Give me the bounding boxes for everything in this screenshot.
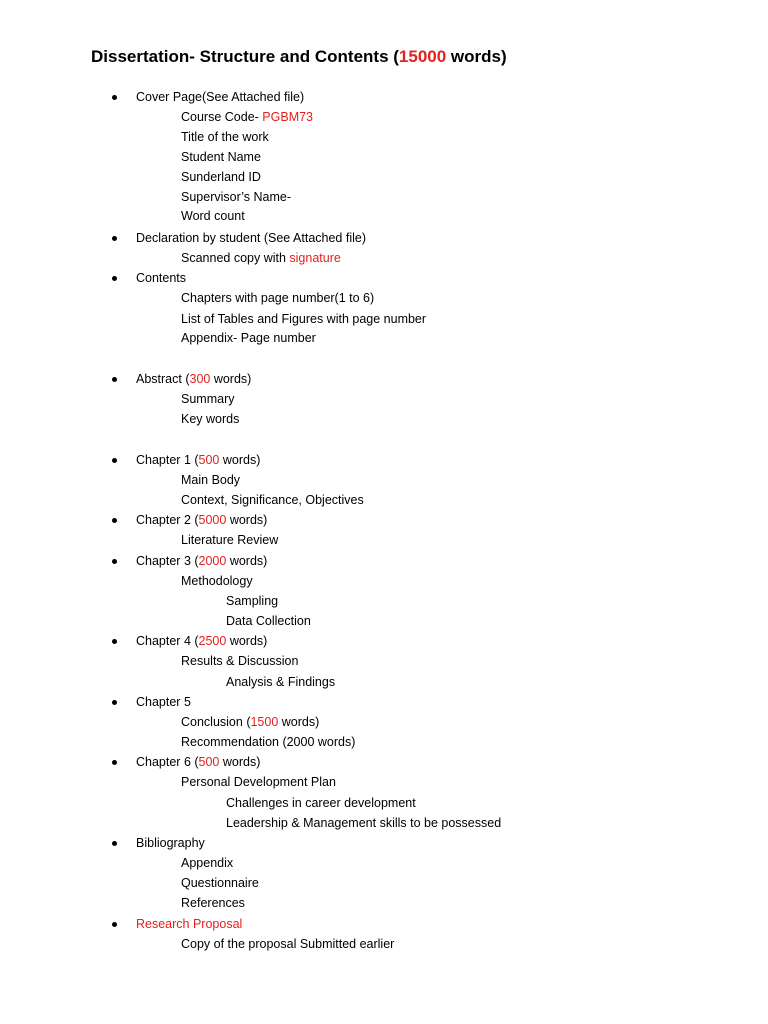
chapter-3-word-count: 2000 — [198, 554, 227, 568]
item-leadership: Leadership & Management skills to be possessed — [226, 816, 502, 830]
chapter-3-suffix: words) — [226, 554, 268, 568]
item-methodology: Methodology — [181, 574, 253, 588]
item-personal-development-plan: Personal Development Plan — [181, 775, 336, 789]
chapter-4-label: Chapter 4 ( — [136, 634, 199, 648]
item-recommendation: Recommendation (2000 words) — [181, 735, 356, 749]
chapter-6-label: Chapter 6 ( — [136, 755, 199, 769]
chapter-1-word-count: 500 — [198, 453, 220, 467]
item-abstract — [136, 371, 251, 387]
item-appendix-page: Appendix- Page number — [181, 331, 316, 345]
chapter-3-label: Chapter 3 ( — [136, 554, 199, 568]
abstract-word-count: 300 — [189, 372, 211, 386]
item-course-code — [181, 109, 313, 125]
item-results-discussion: Results & Discussion — [181, 654, 299, 668]
item-sunderland-id: Sunderland ID — [181, 170, 261, 184]
bullet-icon — [112, 95, 117, 100]
item-student-name: Student Name — [181, 150, 261, 164]
abstract-label: Abstract ( — [136, 372, 190, 386]
title-suffix: words) — [446, 47, 507, 66]
chapter-2-suffix: words) — [226, 513, 268, 527]
chapter-6-suffix: words) — [219, 755, 261, 769]
item-chapter-4 — [136, 633, 267, 649]
course-code-label: Course Code- — [181, 110, 263, 124]
item-cover-page: Cover Page(See Attached file) — [136, 90, 305, 104]
bullet-icon — [112, 639, 117, 644]
item-chapter-5: Chapter 5 — [136, 695, 191, 709]
bullet-icon — [112, 559, 117, 564]
item-conclusion — [181, 714, 319, 730]
chapter-4-suffix: words) — [226, 634, 268, 648]
item-key-words: Key words — [181, 412, 240, 426]
item-analysis-findings: Analysis & Findings — [226, 675, 336, 689]
conclusion-word-count: 1500 — [250, 715, 279, 729]
chapter-2-word-count: 5000 — [198, 513, 227, 527]
item-questionnaire: Questionnaire — [181, 876, 259, 890]
bullet-icon — [112, 276, 117, 281]
title-text: Dissertation- Structure and Contents ( — [91, 47, 399, 66]
item-chapter-1 — [136, 452, 260, 468]
chapter-4-word-count: 2500 — [198, 634, 227, 648]
item-declaration: Declaration by student (See Attached file) — [136, 231, 366, 245]
conclusion-suffix: words) — [278, 715, 320, 729]
item-bibliography: Bibliography — [136, 836, 205, 850]
item-chapters-page: Chapters with page number(1 to 6) — [181, 291, 375, 305]
item-main-body: Main Body — [181, 473, 241, 487]
item-appendix: Appendix — [181, 856, 234, 870]
item-chapter-3 — [136, 553, 267, 569]
item-contents: Contents — [136, 271, 187, 285]
item-references: References — [181, 896, 245, 910]
item-research-proposal: Research Proposal — [136, 917, 243, 931]
item-sampling: Sampling — [226, 594, 279, 608]
course-code-value: PGBM73 — [262, 110, 314, 124]
item-copy-proposal: Copy of the proposal Submitted earlier — [181, 937, 395, 951]
signature-text: signature — [289, 251, 341, 265]
item-data-collection: Data Collection — [226, 614, 311, 628]
item-title-of-work: Title of the work — [181, 130, 269, 144]
chapter-6-word-count: 500 — [198, 755, 220, 769]
bullet-icon — [112, 841, 117, 846]
bullet-icon — [112, 518, 117, 523]
chapter-1-label: Chapter 1 ( — [136, 453, 199, 467]
item-supervisor-name: Supervisor’s Name- — [181, 190, 291, 204]
item-challenges: Challenges in career development — [226, 796, 416, 810]
item-context: Context, Significance, Objectives — [181, 493, 364, 507]
conclusion-label: Conclusion ( — [181, 715, 251, 729]
item-chapter-2 — [136, 512, 267, 528]
page-title — [91, 47, 507, 67]
bullet-icon — [112, 922, 117, 927]
bullet-icon — [112, 458, 117, 463]
title-word-count: 15000 — [398, 47, 447, 66]
scanned-copy-text: Scanned copy with — [181, 251, 290, 265]
bullet-icon — [112, 236, 117, 241]
item-scanned-copy — [181, 250, 341, 266]
item-summary: Summary — [181, 392, 235, 406]
item-word-count: Word count — [181, 209, 245, 223]
item-literature-review: Literature Review — [181, 533, 279, 547]
item-chapter-6 — [136, 754, 260, 770]
abstract-suffix: words) — [210, 372, 252, 386]
chapter-2-label: Chapter 2 ( — [136, 513, 199, 527]
bullet-icon — [112, 700, 117, 705]
chapter-1-suffix: words) — [219, 453, 261, 467]
item-list-tables: List of Tables and Figures with page number — [181, 312, 427, 326]
bullet-icon — [112, 760, 117, 765]
bullet-icon — [112, 377, 117, 382]
